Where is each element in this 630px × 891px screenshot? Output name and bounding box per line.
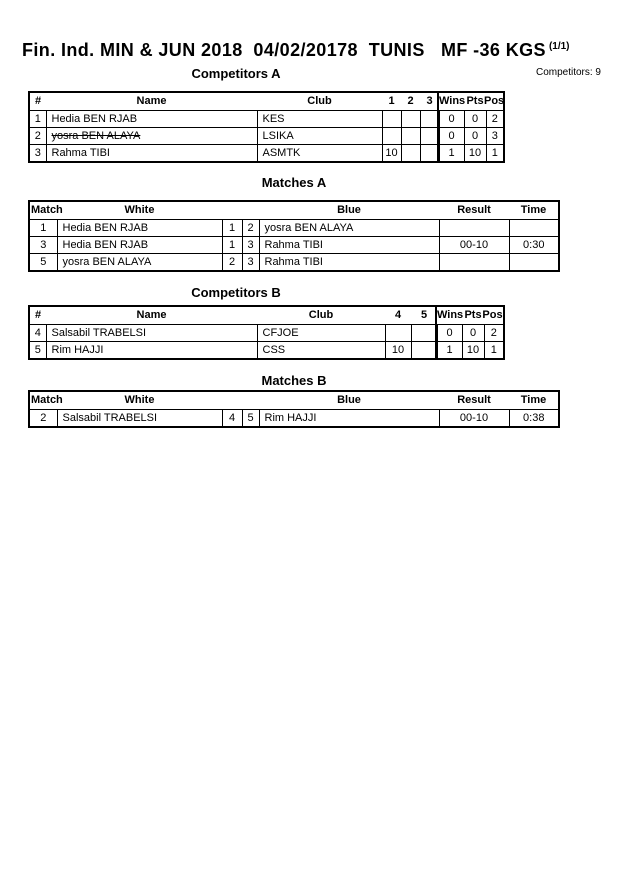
- table-row: [30, 237, 558, 254]
- pts-value: 0: [462, 325, 484, 342]
- section-title-competitors-b: Competitors B: [191, 285, 281, 300]
- col-header-wins: Wins: [437, 309, 464, 321]
- blue-competitor-number: 5: [242, 410, 259, 426]
- competitors-b-header-row: [30, 307, 503, 325]
- section-title-matches-a: Matches A: [261, 175, 327, 190]
- col-header-match-4: 4: [394, 309, 402, 321]
- score-match-4: 10: [385, 342, 411, 359]
- pts-value: 0: [464, 128, 486, 145]
- match-number: 3: [30, 237, 57, 254]
- match-time: [509, 254, 558, 271]
- matches-b-table: [28, 390, 560, 428]
- col-header-number: #: [34, 309, 42, 321]
- section-title-matches-b: Matches B: [261, 373, 327, 388]
- match-number: 2: [30, 410, 57, 426]
- blue-competitor-name: Rim HAJJI: [259, 410, 439, 426]
- competitors-b-table: [28, 305, 505, 360]
- pos-value: 1: [491, 147, 498, 159]
- pos-value: 2: [484, 325, 503, 342]
- score-match-1: 10: [382, 145, 401, 162]
- competitors-a-header-row: [30, 93, 503, 111]
- score-match-2: [401, 128, 420, 145]
- score-match-1: [382, 128, 401, 145]
- wins-value: 1: [437, 342, 462, 359]
- competitor-club: CFJOE: [257, 325, 385, 342]
- col-header-match-3: 3: [426, 95, 433, 107]
- col-header-match: Match: [31, 204, 63, 216]
- competitor-name-struck: yosra BEN ALAYA: [46, 128, 257, 145]
- matches-b-body: [30, 410, 558, 426]
- competitors-count-label: Competitors: 9: [535, 67, 601, 78]
- table-row: [30, 111, 503, 128]
- competitors-a-table: [28, 91, 505, 163]
- competitor-number: 1: [30, 111, 46, 128]
- white-competitor-number: 1: [222, 237, 242, 254]
- matches-a-body: [30, 220, 558, 270]
- score-match-1: [382, 111, 401, 128]
- col-header-match-5: 5: [420, 309, 428, 321]
- col-header-pts: Pts: [464, 309, 482, 321]
- pos-value: 2: [486, 111, 503, 128]
- competitor-club: CSS: [257, 342, 385, 359]
- competitor-name: Salsabil TRABELSI: [46, 325, 257, 342]
- competitor-club: KES: [257, 111, 382, 128]
- pts-value: 0: [464, 111, 486, 128]
- competitor-number: 3: [30, 145, 46, 162]
- col-header-club: Club: [308, 309, 334, 321]
- match-number: 1: [30, 220, 57, 237]
- table-row: [30, 128, 503, 145]
- col-header-club: Club: [307, 95, 332, 107]
- match-time: 0:38: [523, 412, 545, 424]
- wins-value: 0: [439, 128, 464, 145]
- col-header-result: Result: [457, 394, 491, 406]
- competitor-club: LSIKA: [257, 128, 382, 145]
- col-header-white: White: [124, 204, 155, 216]
- page-title: [22, 40, 570, 61]
- match-result: 00-10: [439, 237, 509, 254]
- match-time: 0:30: [509, 237, 558, 254]
- blue-competitor-number: 2: [242, 220, 259, 237]
- table-row: [30, 342, 503, 359]
- competitor-number: 2: [30, 128, 46, 145]
- col-header-match-1: 1: [388, 95, 395, 107]
- pos-value: 1: [490, 344, 497, 356]
- white-competitor-name: Salsabil TRABELSI: [57, 410, 222, 426]
- col-header-pts: Pts: [466, 95, 484, 107]
- match-result: [439, 220, 509, 237]
- col-header-pos: Pos: [484, 95, 505, 107]
- table-row: [30, 145, 503, 162]
- match-time: [509, 220, 558, 237]
- score-match-5: [411, 325, 437, 342]
- competitor-club: ASMTK: [257, 145, 382, 162]
- wins-value: 0: [437, 325, 462, 342]
- page-title-text: Fin. Ind. MIN & JUN 2018 04/02/20178 TUNIS MF -36 KGS: [22, 40, 546, 60]
- pts-value: 10: [462, 342, 484, 359]
- blue-competitor-name: Rahma TIBI: [259, 254, 439, 271]
- competitor-name: Rim HAJJI: [46, 342, 257, 359]
- page-fraction: (1/1): [548, 41, 570, 52]
- match-number: 5: [30, 254, 57, 271]
- match-result: 00-10: [439, 410, 509, 426]
- table-row: [30, 220, 558, 237]
- col-header-result: Result: [457, 204, 491, 216]
- col-header-number: #: [34, 95, 42, 107]
- competitor-name: Rahma TIBI: [46, 145, 257, 162]
- white-competitor-number: 4: [222, 410, 242, 426]
- table-row: [30, 325, 503, 342]
- blue-competitor-number: 3: [242, 237, 259, 254]
- col-header-time: Time: [520, 394, 547, 406]
- score-match-4: [385, 325, 411, 342]
- col-header-blue: Blue: [337, 204, 361, 216]
- white-competitor-name: Hedia BEN RJAB: [57, 237, 222, 254]
- blue-competitor-name: Rahma TIBI: [259, 237, 439, 254]
- col-header-match: Match: [31, 394, 63, 406]
- col-header-name: Name: [136, 95, 167, 107]
- competitor-number: 4: [30, 325, 46, 342]
- col-header-time: Time: [520, 204, 547, 216]
- matches-b-header-row: [30, 392, 558, 410]
- competitors-b-body: [30, 325, 503, 358]
- competitor-name: Hedia BEN RJAB: [46, 111, 257, 128]
- score-match-5: [411, 342, 437, 359]
- pos-value: 3: [486, 128, 503, 145]
- competitor-number: 5: [30, 342, 46, 359]
- white-competitor-name: Hedia BEN RJAB: [57, 220, 222, 237]
- matches-a-header-row: [30, 202, 558, 220]
- col-header-match-2: 2: [407, 95, 414, 107]
- section-title-competitors-a: Competitors A: [191, 66, 281, 81]
- score-match-2: [401, 111, 420, 128]
- blue-competitor-name: yosra BEN ALAYA: [259, 220, 439, 237]
- col-header-name: Name: [136, 309, 167, 321]
- wins-value: 1: [439, 145, 464, 162]
- wins-value: 0: [439, 111, 464, 128]
- white-competitor-name: yosra BEN ALAYA: [57, 254, 222, 271]
- col-header-pos: Pos: [482, 309, 503, 321]
- col-header-blue: Blue: [337, 394, 361, 406]
- col-header-wins: Wins: [439, 95, 466, 107]
- white-competitor-number: 2: [222, 254, 242, 271]
- match-result: [439, 254, 509, 271]
- pts-value: 10: [464, 145, 486, 162]
- white-competitor-number: 1: [222, 220, 242, 237]
- table-row: [30, 254, 558, 271]
- col-header-white: White: [124, 394, 155, 406]
- competitors-a-body: [30, 111, 503, 161]
- blue-competitor-number: 3: [242, 254, 259, 271]
- score-match-2: [401, 145, 420, 162]
- matches-a-table: [28, 200, 560, 272]
- table-row: [30, 410, 558, 426]
